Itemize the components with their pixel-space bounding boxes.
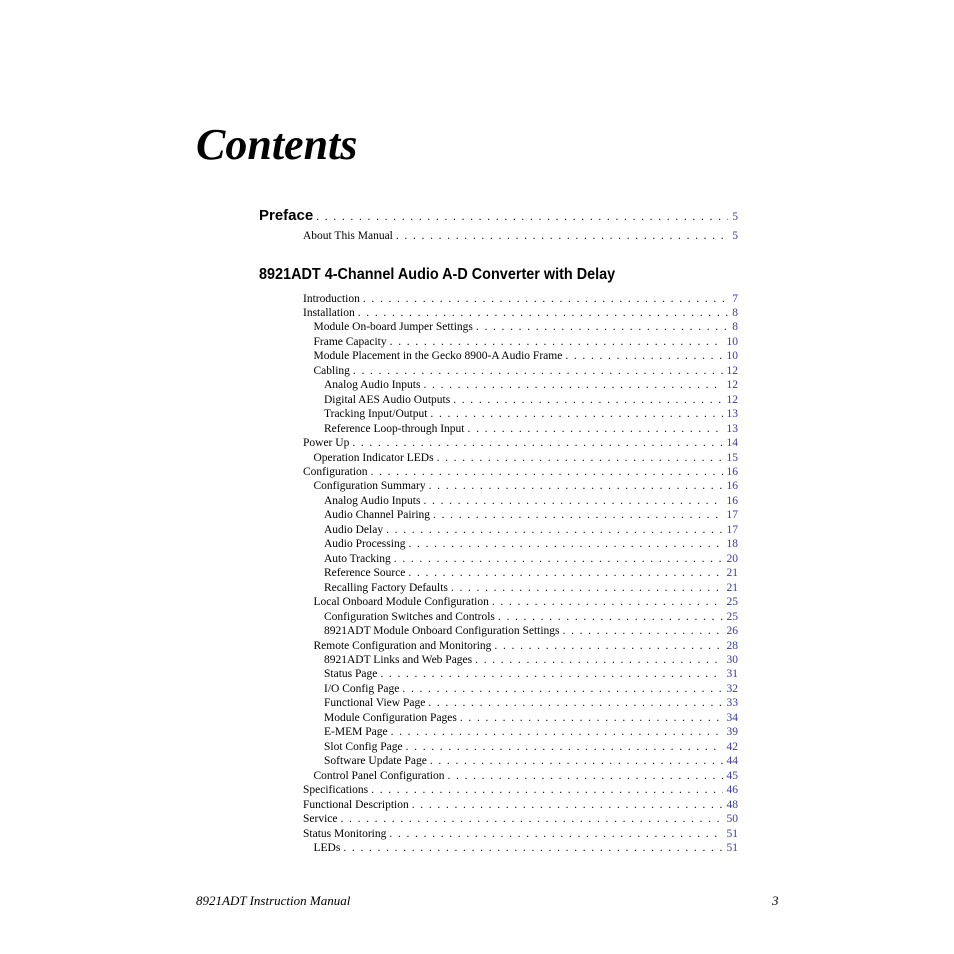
toc-page-number[interactable]: 12 xyxy=(726,364,738,377)
toc-label: Functional Description xyxy=(303,798,409,811)
dot-leader xyxy=(437,451,723,466)
toc-page-number[interactable]: 16 xyxy=(726,494,738,507)
toc-entry[interactable] xyxy=(303,465,738,480)
toc-entry[interactable] xyxy=(314,349,739,364)
dot-leader xyxy=(408,566,722,581)
dot-leader xyxy=(406,740,723,755)
toc-label: Power Up xyxy=(303,437,350,450)
toc-label: Module On-board Jumper Settings xyxy=(313,321,473,334)
toc-entry[interactable] xyxy=(324,682,738,697)
toc-page-number[interactable]: 48 xyxy=(726,798,738,811)
dot-leader xyxy=(492,595,723,610)
toc-label: Configuration Summary xyxy=(313,480,426,493)
toc-entry[interactable] xyxy=(324,523,738,538)
toc-label: E-MEM Page xyxy=(324,726,388,739)
toc-entry[interactable] xyxy=(314,364,739,379)
dot-leader xyxy=(358,306,729,321)
toc-page-number[interactable]: 30 xyxy=(726,654,738,666)
toc-page-number[interactable]: 15 xyxy=(726,451,738,464)
toc-label: Configuration Switches and Controls xyxy=(324,610,495,623)
dot-leader xyxy=(340,812,722,827)
dot-leader xyxy=(451,581,723,596)
toc-entry-about[interactable] xyxy=(303,229,738,244)
toc-label: Audio Delay xyxy=(324,523,384,536)
toc-label: Status Page xyxy=(324,668,378,681)
toc-page-number[interactable]: 13 xyxy=(726,422,738,435)
toc-page-number[interactable]: 42 xyxy=(726,740,738,753)
toc-label: I/O Config Page xyxy=(324,682,400,695)
toc-label: Local Onboard Module Configuration xyxy=(313,596,489,609)
toc-page-number[interactable]: 17 xyxy=(726,523,738,536)
toc-label: Specifications xyxy=(303,784,369,797)
dot-leader xyxy=(352,436,722,451)
toc-page-number[interactable]: 32 xyxy=(726,682,738,695)
toc-entry[interactable] xyxy=(303,436,738,451)
toc-page-number[interactable]: 8 xyxy=(732,321,738,334)
toc-page-number[interactable]: 13 xyxy=(726,408,738,421)
dot-leader xyxy=(408,537,722,552)
toc-page-number[interactable]: 18 xyxy=(726,538,738,551)
dot-leader xyxy=(412,798,723,813)
dot-leader xyxy=(563,624,723,639)
dot-leader xyxy=(430,407,722,422)
dot-leader xyxy=(353,364,723,379)
toc-page-number[interactable]: 51 xyxy=(726,827,738,840)
dot-leader xyxy=(389,827,722,842)
toc-label: Control Panel Configuration xyxy=(313,769,445,782)
toc-page-number[interactable]: 25 xyxy=(726,610,738,623)
toc-entry[interactable] xyxy=(324,610,738,625)
toc-label: 8921ADT Links and Web Pages xyxy=(324,654,473,666)
dot-leader xyxy=(386,523,722,538)
toc-page-number[interactable]: 51 xyxy=(726,841,738,854)
toc-label: Functional View Page xyxy=(324,697,426,710)
toc-entry[interactable] xyxy=(324,740,738,755)
toc-page-number[interactable]: 12 xyxy=(726,393,738,406)
dot-leader xyxy=(447,769,722,784)
dot-leader xyxy=(363,292,728,307)
toc-label: Software Update Page xyxy=(324,755,427,768)
toc-entry[interactable] xyxy=(303,306,738,321)
chapter-heading: 8921ADT 4-Channel Audio A-D Converter with Delay xyxy=(259,266,616,283)
dot-leader xyxy=(453,393,722,408)
toc-label: Configuration xyxy=(303,466,368,479)
toc-entry[interactable] xyxy=(314,451,739,466)
dot-leader xyxy=(423,494,722,509)
footer-manual-title: 8921ADT Instruction Manual xyxy=(196,893,351,908)
toc-label: Reference Source xyxy=(324,567,406,580)
toc-entry[interactable] xyxy=(314,479,739,494)
toc-page-number[interactable]: 44 xyxy=(726,755,738,768)
toc-entry[interactable] xyxy=(314,769,739,784)
dot-leader xyxy=(380,667,722,682)
toc-page-number[interactable]: 33 xyxy=(726,697,738,710)
dot-leader xyxy=(428,696,722,711)
toc-label: Tracking Input/Output xyxy=(324,408,428,421)
toc-label: Introduction xyxy=(303,292,360,305)
dot-leader xyxy=(433,508,722,523)
toc-page-number[interactable]: 20 xyxy=(726,552,738,565)
toc-label: Auto Tracking xyxy=(324,552,391,565)
toc-entry[interactable] xyxy=(324,393,738,408)
toc-entry[interactable] xyxy=(324,653,738,668)
toc-page-number[interactable]: 39 xyxy=(726,726,738,739)
toc-page-number[interactable]: 16 xyxy=(726,466,738,479)
toc-entry-preface[interactable] xyxy=(259,207,738,225)
toc-label: Status Monitoring xyxy=(303,827,387,840)
toc-label: Slot Config Page xyxy=(324,740,403,753)
dot-leader xyxy=(476,320,728,335)
toc-page-number[interactable]: 28 xyxy=(726,639,738,652)
toc-page-number[interactable]: 7 xyxy=(732,292,738,305)
toc-page-number[interactable]: 5 xyxy=(732,230,738,242)
toc-label: LEDs xyxy=(313,841,341,854)
toc-page-number[interactable]: 46 xyxy=(726,784,738,797)
toc-label: Cabling xyxy=(313,364,350,377)
dot-leader xyxy=(371,783,722,798)
toc-entry[interactable] xyxy=(324,422,738,437)
dot-leader xyxy=(460,711,723,726)
toc-label: Audio Processing xyxy=(324,538,406,551)
toc-entry[interactable] xyxy=(324,378,738,393)
dot-leader xyxy=(402,682,722,697)
dot-leader xyxy=(391,725,723,740)
toc-label: About This Manual xyxy=(303,230,393,242)
toc-page-number[interactable]: 50 xyxy=(726,813,738,826)
toc-page-number[interactable]: 17 xyxy=(726,509,738,522)
toc-entry[interactable] xyxy=(314,595,739,610)
toc-entry[interactable] xyxy=(324,552,738,567)
toc-entry[interactable] xyxy=(303,812,738,827)
toc-label: Audio Channel Pairing xyxy=(324,509,431,522)
toc-label: Remote Configuration and Monitoring xyxy=(313,639,492,652)
toc-entry[interactable] xyxy=(324,725,738,740)
toc-label: Module Configuration Pages xyxy=(324,711,457,724)
toc-page-number[interactable]: 14 xyxy=(726,437,738,450)
toc-page-number[interactable]: 34 xyxy=(726,711,738,724)
toc-page-number[interactable]: 21 xyxy=(726,567,738,580)
toc-label: Service xyxy=(303,813,338,826)
toc-page-number[interactable]: 25 xyxy=(726,596,738,609)
toc-page-number[interactable]: 5 xyxy=(732,211,738,223)
toc-label: 8921ADT Module Onboard Configuration Settings xyxy=(324,625,560,638)
toc-label: Operation Indicator LEDs xyxy=(313,451,434,464)
toc-entry[interactable] xyxy=(324,667,738,682)
toc-entry[interactable] xyxy=(324,696,738,711)
toc-page-number[interactable]: 10 xyxy=(726,335,738,348)
dot-leader xyxy=(371,465,723,480)
toc-label: Analog Audio Inputs xyxy=(324,379,421,392)
toc-entry[interactable] xyxy=(303,783,738,798)
footer-page-number: 3 xyxy=(772,893,779,908)
toc-page-number[interactable]: 12 xyxy=(726,379,738,392)
dot-leader xyxy=(343,841,722,856)
toc-label: Reference Loop-through Input xyxy=(324,422,465,435)
toc-entry[interactable] xyxy=(324,624,738,639)
toc-entry[interactable] xyxy=(324,537,738,552)
dot-leader xyxy=(423,378,722,393)
toc-entry[interactable] xyxy=(324,711,738,726)
toc-label: Analog Audio Inputs xyxy=(324,494,421,507)
toc-entry[interactable] xyxy=(324,754,738,769)
toc-entry[interactable] xyxy=(314,639,739,654)
toc-entry[interactable] xyxy=(303,827,738,842)
dot-leader xyxy=(565,349,722,364)
dot-leader xyxy=(394,552,723,567)
toc-entry[interactable] xyxy=(324,581,738,596)
dot-leader xyxy=(396,229,728,244)
toc-page-number[interactable]: 26 xyxy=(726,625,738,638)
toc-page-number[interactable]: 45 xyxy=(726,769,738,782)
toc-entry[interactable] xyxy=(314,335,739,350)
toc-entry[interactable] xyxy=(324,566,738,581)
toc-label: Installation xyxy=(303,306,355,319)
dot-leader xyxy=(498,610,723,625)
toc-entry[interactable] xyxy=(314,841,739,856)
dot-leader xyxy=(468,422,723,437)
dot-leader xyxy=(429,479,723,494)
toc-page-number[interactable]: 8 xyxy=(732,306,738,319)
toc-page-number[interactable]: 16 xyxy=(726,480,738,493)
toc-label: Digital AES Audio Outputs xyxy=(324,393,451,406)
toc-label: Frame Capacity xyxy=(313,335,387,348)
toc-page-number[interactable]: 31 xyxy=(726,668,738,681)
toc-page-number[interactable]: 10 xyxy=(726,350,738,363)
toc-entry[interactable] xyxy=(303,292,738,307)
toc-label: Preface xyxy=(259,207,314,224)
page-title: Contents xyxy=(196,120,358,169)
toc-entry[interactable] xyxy=(303,798,738,813)
dot-leader xyxy=(430,754,723,769)
dot-leader xyxy=(390,335,723,350)
toc-entry[interactable] xyxy=(324,407,738,422)
dot-leader xyxy=(316,208,728,225)
dot-leader xyxy=(475,653,722,668)
dot-leader xyxy=(494,639,722,654)
toc-entry[interactable] xyxy=(324,494,738,509)
toc-entry[interactable] xyxy=(314,320,739,335)
toc-label: Recalling Factory Defaults xyxy=(324,581,448,594)
toc-label: Module Placement in the Gecko 8900-A Audio Frame xyxy=(313,350,563,363)
toc-entry[interactable] xyxy=(324,508,738,523)
toc-page-number[interactable]: 21 xyxy=(726,581,738,594)
